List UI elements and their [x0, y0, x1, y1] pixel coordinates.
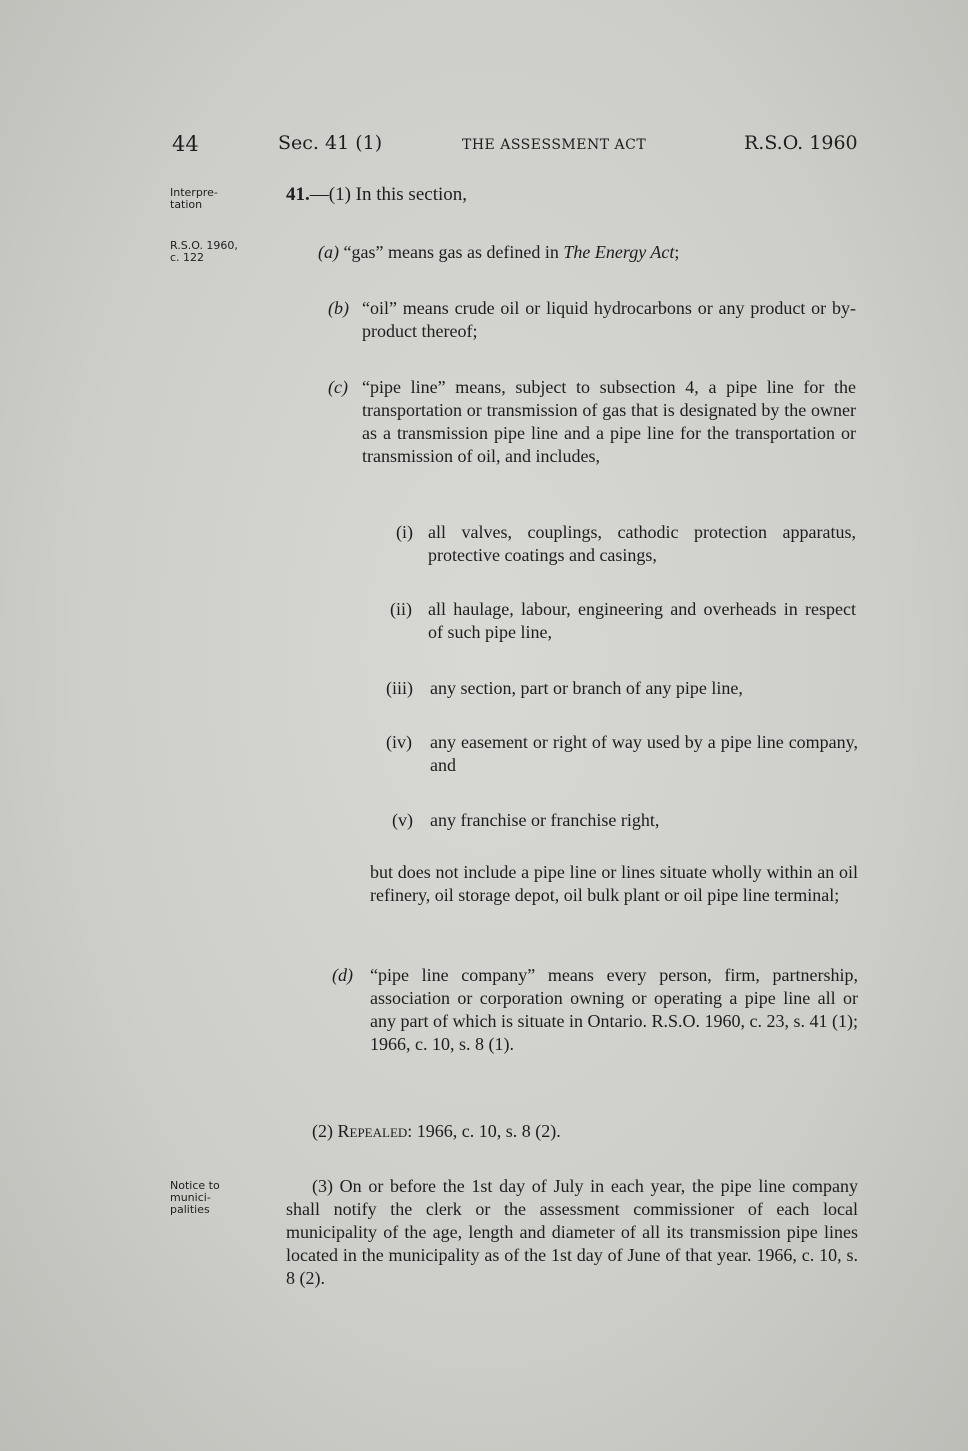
- clause-a-text: “gas” means gas as defined in: [343, 242, 564, 262]
- running-title: THE ASSESSMENT ACT: [462, 137, 647, 153]
- subclause-i: [396, 521, 856, 567]
- subclause-v-text: any franchise or franchise right,: [430, 810, 660, 830]
- clause-d-label: (d): [332, 965, 353, 985]
- clause-a-label: (a): [318, 242, 339, 262]
- clause-c-label: (c): [328, 377, 348, 397]
- clause-a-end: ;: [674, 242, 680, 262]
- section-intro-text: —(1) In this section,: [309, 184, 468, 205]
- clause-c: [328, 376, 856, 468]
- subclause-i-label: (i): [396, 522, 413, 542]
- section-reference: Sec. 41 (1): [278, 132, 383, 154]
- clause-c-exclusion: but does not include a pipe line or lines situate wholly within an oil refinery, oil storage depot, oil bulk plant or oil pipe line terminal;: [370, 862, 858, 905]
- subsection-2-label: (2): [312, 1121, 333, 1141]
- clause-d: [332, 964, 858, 1056]
- clause-b: [328, 297, 856, 343]
- clause-b-label: (b): [328, 298, 349, 318]
- subclause-ii-text: all haulage, labour, engineering and overheads in respect of such pipe line,: [428, 599, 856, 642]
- subclause-i-text: all valves, couplings, cathodic protection apparatus, protective coatings and casings,: [428, 522, 856, 565]
- clause-a-act: The Energy Act: [563, 242, 675, 262]
- subclause-iii: [386, 677, 858, 700]
- subclause-ii: [390, 598, 856, 644]
- margin-note-rso: R.S.O. 1960, c. 122: [170, 239, 238, 264]
- subclause-v-label: (v): [392, 810, 413, 830]
- clause-a: [318, 241, 858, 264]
- subclause-iv-label: (iv): [386, 732, 412, 752]
- clause-d-text: “pipe line company” means every person, firm, partnership, association or corporation owning or operating a pipe line all or any part of which is situate in Ontario. R.S.O. 1960, c. 23, s. 41 (1); 1966, c. 10, s. 8 (1).: [370, 965, 858, 1054]
- subclause-v: [392, 809, 858, 832]
- clause-b-text: “oil” means crude oil or liquid hydrocarbons or any product or by-product thereof;: [362, 298, 856, 341]
- subclause-iv: [386, 731, 858, 777]
- section-number: 41.: [286, 184, 310, 205]
- page-number: 44: [172, 132, 199, 156]
- subsection-2-repealed: Repealed: [337, 1121, 408, 1141]
- subclause-iv-text: any easement or right of way used by a pipe line company, and: [430, 732, 858, 775]
- subclause-iii-text: any section, part or branch of any pipe line,: [430, 678, 743, 698]
- edition-reference: R.S.O. 1960: [744, 132, 858, 154]
- clause-c-text: “pipe line” means, subject to subsection 4, a pipe line for the transportation or transmission of gas that is designated by the owner as a transmission pipe line and a pipe line for the transportation or transmission of oil, and includes,: [362, 377, 856, 466]
- subsection-2-text: : 1966, c. 10, s. 8 (2).: [407, 1121, 561, 1141]
- subclause-ii-label: (ii): [390, 599, 412, 619]
- subsection-3: (3) On or before the 1st day of July in each year, the pipe line company shall notify the clerk or the assessment commissioner of each local municipality of the age, length and diameter of all its transmission pipe lines located in the municipality as of the 1st day of June of that year. 1966, c. 10, s. 8 (2).: [286, 1176, 858, 1288]
- section-intro: [286, 183, 467, 206]
- margin-note-notice: Notice to munici- palities: [170, 1179, 220, 1216]
- subclause-iii-label: (iii): [386, 678, 413, 698]
- margin-note-interpretation: Interpre- tation: [170, 186, 218, 211]
- subsection-2: [312, 1120, 852, 1143]
